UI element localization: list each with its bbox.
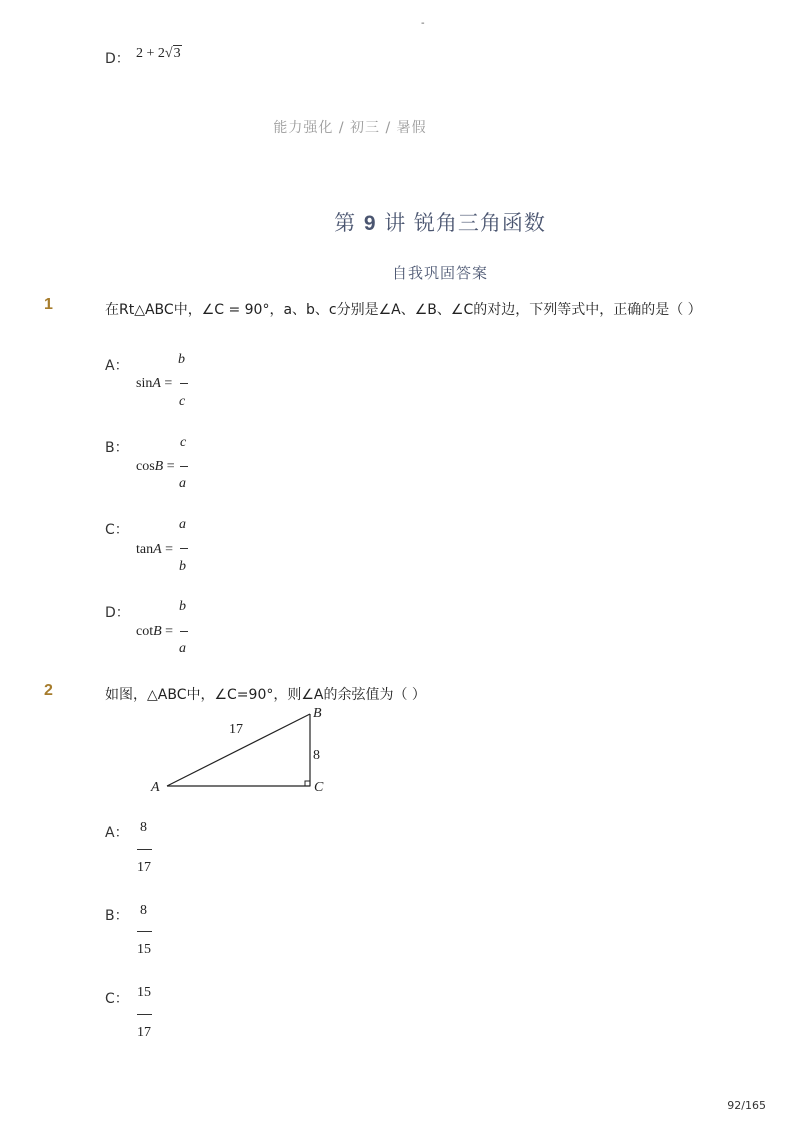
lecture-name: 讲 锐角三角函数 [384, 211, 546, 235]
q1-option-c-fraction-bar [180, 548, 188, 549]
q1-option-b-fraction-bar [180, 466, 188, 467]
vertex-b-label: B [313, 706, 322, 721]
q1-option-a-label: A： [105, 358, 129, 374]
q1-option-b-var: B [154, 459, 164, 474]
q2-option-c-numerator: 15 [137, 985, 151, 1000]
q1-option-d-label: D： [105, 605, 130, 621]
question-2-number: 2 [44, 682, 53, 699]
q1-option-c-denominator: b [179, 559, 186, 574]
q1-option-b-numerator: c [180, 435, 187, 450]
q2-option-c-denominator: 17 [137, 1025, 151, 1040]
right-angle-mark [305, 781, 310, 786]
q2-option-c-fraction-bar [137, 1014, 152, 1015]
leg-bc-length-label: 8 [313, 748, 320, 763]
q1-option-d-denominator: a [179, 641, 186, 656]
q1-option-a-func-name: sin [136, 376, 153, 391]
lecture-number: 9 [363, 212, 377, 235]
q1-option-a-numerator: b [178, 352, 185, 367]
prev-option-d-base: 2 + 2 [136, 46, 165, 61]
lecture-prefix: 第 [334, 211, 357, 235]
q1-option-a-var: A [152, 376, 161, 391]
question-1-text: 在Rt△ABC中，∠C = 90°，a、b、c分别是∠A、∠B、∠C的对边，下列等式中，正确的是（ ） [105, 302, 702, 318]
question-2-text: 如图，△ABC中，∠C=90°，则∠A的余弦值为（ ） [105, 687, 426, 703]
q1-option-c-label: C： [105, 522, 129, 538]
q1-option-a-fraction-bar [180, 383, 188, 384]
q1-option-b-function: cosB = [136, 459, 175, 474]
q1-option-c-numerator: a [179, 517, 186, 532]
header-breadcrumb: 能力强化 / 初三 / 暑假 [273, 120, 427, 136]
page-top-mark: - [421, 18, 425, 29]
q1-option-a-function: sinA = [136, 376, 173, 391]
q2-option-a-numerator: 8 [140, 820, 147, 835]
q2-option-b-numerator: 8 [140, 903, 147, 918]
q2-option-b-label: B： [105, 908, 129, 924]
lecture-title [0, 207, 800, 237]
prev-option-d-label: D： [105, 51, 130, 67]
q1-option-c-function: tanA = [136, 542, 174, 557]
q1-option-c-var: A [153, 542, 162, 557]
question-1-number: 1 [44, 296, 53, 313]
q2-option-a-label: A： [105, 825, 129, 841]
hypotenuse-length-label: 17 [229, 722, 243, 737]
q1-option-b-func-name: cos [136, 459, 155, 474]
q1-option-d-function: cotB = [136, 624, 174, 639]
vertex-a-label: A [151, 780, 160, 795]
q2-option-a-denominator: 17 [137, 860, 151, 875]
prev-option-d-expression [136, 46, 182, 62]
section-title: 自我巩固答案 [391, 264, 488, 282]
q1-option-b-denominator: a [179, 476, 186, 491]
q2-option-a-fraction-bar [137, 849, 152, 850]
q2-option-c-label: C： [105, 991, 129, 1007]
vertex-c-label: C [314, 780, 324, 795]
q1-option-d-fraction-bar [180, 631, 188, 632]
q1-option-c-func-name: tan [136, 542, 154, 557]
q1-option-b-label: B： [105, 440, 129, 456]
q2-option-b-fraction-bar [137, 931, 152, 932]
q1-option-d-var: B [153, 624, 162, 639]
q2-option-b-denominator: 15 [137, 942, 151, 957]
prev-option-d-radicand: 3 [173, 46, 181, 61]
right-triangle-figure [145, 700, 345, 805]
q1-option-d-numerator: b [179, 599, 186, 614]
q1-option-d-func-name: cot [136, 624, 154, 639]
sqrt-symbol: √ [164, 46, 173, 61]
page-indicator: 92/165 [727, 1099, 766, 1112]
q1-option-a-denominator: c [179, 394, 186, 409]
